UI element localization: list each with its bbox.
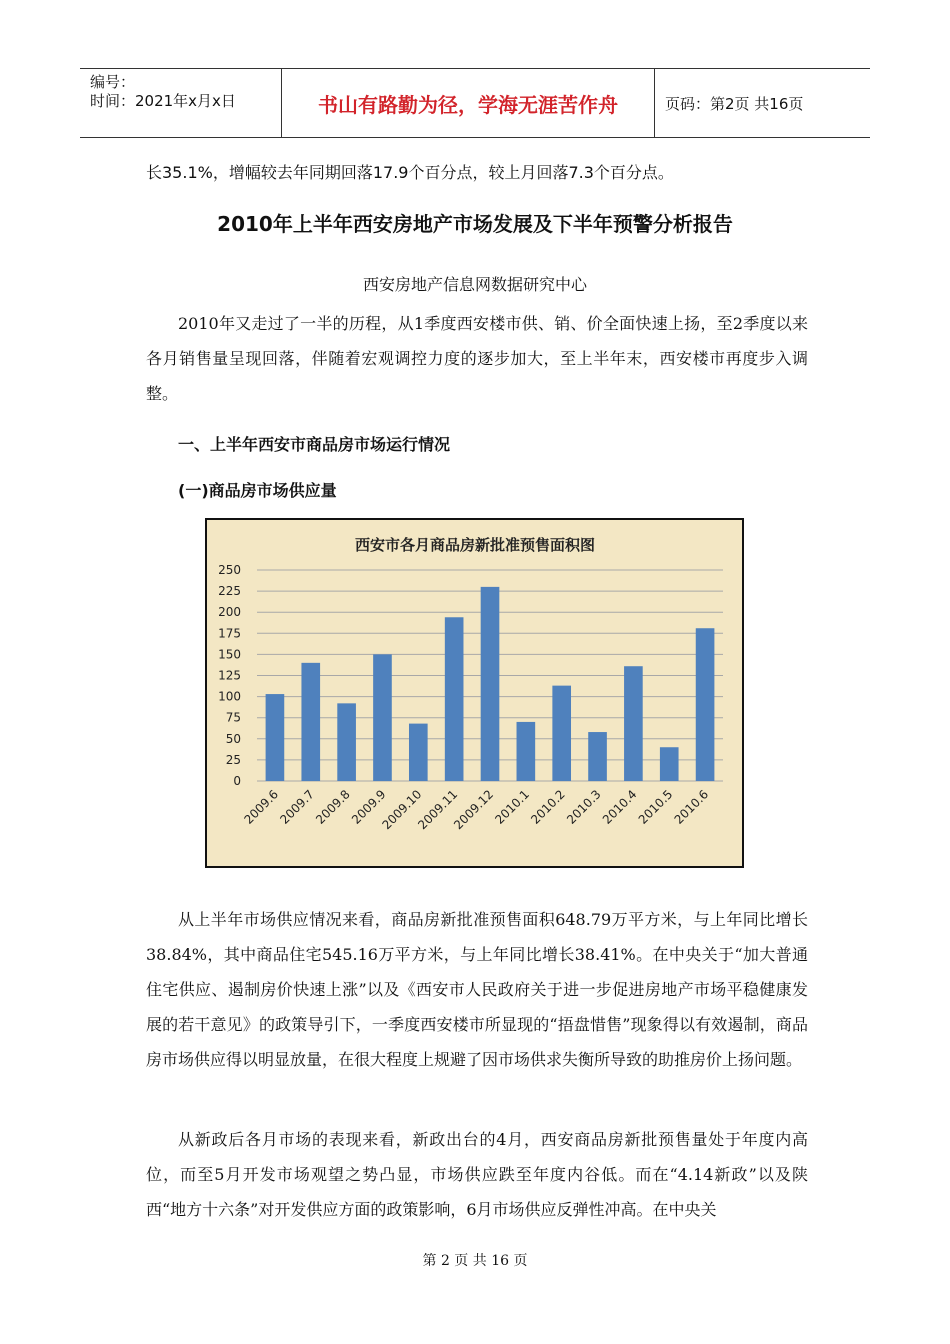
bar — [552, 686, 571, 781]
y-tick-label: 200 — [218, 605, 241, 620]
x-tick-label: 2009.9 — [348, 787, 389, 827]
y-tick-label: 225 — [218, 584, 241, 599]
bar — [696, 628, 715, 781]
report-author: 西安房地产信息网数据研究中心 — [362, 275, 587, 294]
intro-line: 长35.1%，增幅较去年同期回落17.9个百分点，较上月回落7.3个百分点。 — [146, 163, 674, 182]
x-tick-label: 2009.6 — [241, 787, 282, 827]
x-tick-label: 2010.4 — [599, 787, 640, 827]
bar — [624, 666, 643, 781]
subsection-heading: (一)商品房市场供应量 — [178, 481, 337, 500]
bar — [445, 617, 464, 781]
y-tick-label: 100 — [218, 689, 241, 704]
x-tick-label: 2009.11 — [415, 787, 461, 833]
number-label: 编号： — [90, 73, 136, 91]
report-title: 2010年上半年西安房地产市场发展及下半年预警分析报告 — [217, 212, 733, 236]
bar — [301, 663, 320, 781]
supply-bar-chart — [205, 518, 744, 868]
x-tick-label: 2010.6 — [671, 787, 712, 827]
bar — [660, 747, 679, 781]
header-page-info: 页码：第2页 共16页 — [665, 94, 804, 113]
paragraph-supply: 从上半年市场供应情况来看，商品房新批准预售面积648.79万平方米，与上年同比增长38.84%，其中商品住宅545.16万平方米，与上年同比增长38.41%。在中央关于“加大普通住宅供应、遏制房价快速上涨”以及《西安市人民政府关于进一步促进房地产市场平稳健康发展的若干意见》的政策导引下，一季度西安楼市所显现的“捂盘惜售”现象得以有效遏制，商品房市场供应得以明显放量，在很大程度上规避了因市场供求失衡所导致的助推房价上扬问题。 — [146, 910, 808, 1069]
y-tick-label: 25 — [225, 752, 241, 767]
y-tick-label: 125 — [218, 668, 241, 683]
paragraph-monthly: 从新政后各月市场的表现来看，新政出台的4月，西安商品房新批预售量处于年度内高位，而至5月开发市场观望之势凸显，市场供应跌至年度内谷低。而在“4.14新政”以及陕西“地方十六条”对开发供应方面的政策影响，6月市场供应反弹性冲高。在中央关 — [146, 1130, 808, 1219]
chart-canvas — [207, 520, 742, 866]
bar — [517, 722, 536, 781]
y-tick-label: 175 — [218, 626, 241, 641]
x-tick-label: 2009.12 — [451, 787, 497, 833]
section-heading: 一、上半年西安市商品房市场运行情况 — [178, 435, 451, 454]
x-tick-label: 2010.5 — [635, 787, 676, 827]
x-tick-label: 2009.8 — [313, 787, 353, 827]
y-tick-label: 75 — [225, 710, 241, 725]
header-motto: 书山有路勤为径，学海无涯苦作舟 — [282, 69, 655, 137]
time-label: 时间：2021年x月x日 — [90, 92, 236, 110]
bar — [481, 587, 500, 781]
bar — [266, 694, 285, 781]
y-tick-label: 250 — [218, 563, 241, 577]
y-tick-label: 0 — [233, 774, 241, 788]
page-footer: 第 2 页 共 16 页 — [422, 1253, 528, 1269]
y-tick-label: 150 — [218, 647, 241, 662]
header-meta — [80, 69, 282, 137]
y-tick-label: 50 — [225, 731, 241, 746]
paragraph-intro: 2010年又走过了一半的历程，从1季度西安楼市供、销、价全面快速上扬，至2季度以来各月销售量呈现回落，伴随着宏观调控力度的逐步加大，至上半年末，西安楼市再度步入调整。 — [146, 314, 808, 403]
bar — [337, 703, 356, 781]
x-tick-label: 2009.7 — [277, 787, 317, 827]
page-header — [80, 68, 870, 138]
chart-title: 西安市各月商品房新批准预售面积图 — [354, 536, 596, 554]
bar — [588, 732, 607, 781]
x-tick-label: 2009.10 — [379, 787, 425, 833]
x-tick-label: 2010.1 — [492, 787, 532, 827]
x-tick-label: 2010.2 — [528, 787, 568, 827]
x-tick-label: 2010.3 — [564, 787, 604, 827]
bar — [373, 654, 392, 781]
bar — [409, 724, 428, 781]
